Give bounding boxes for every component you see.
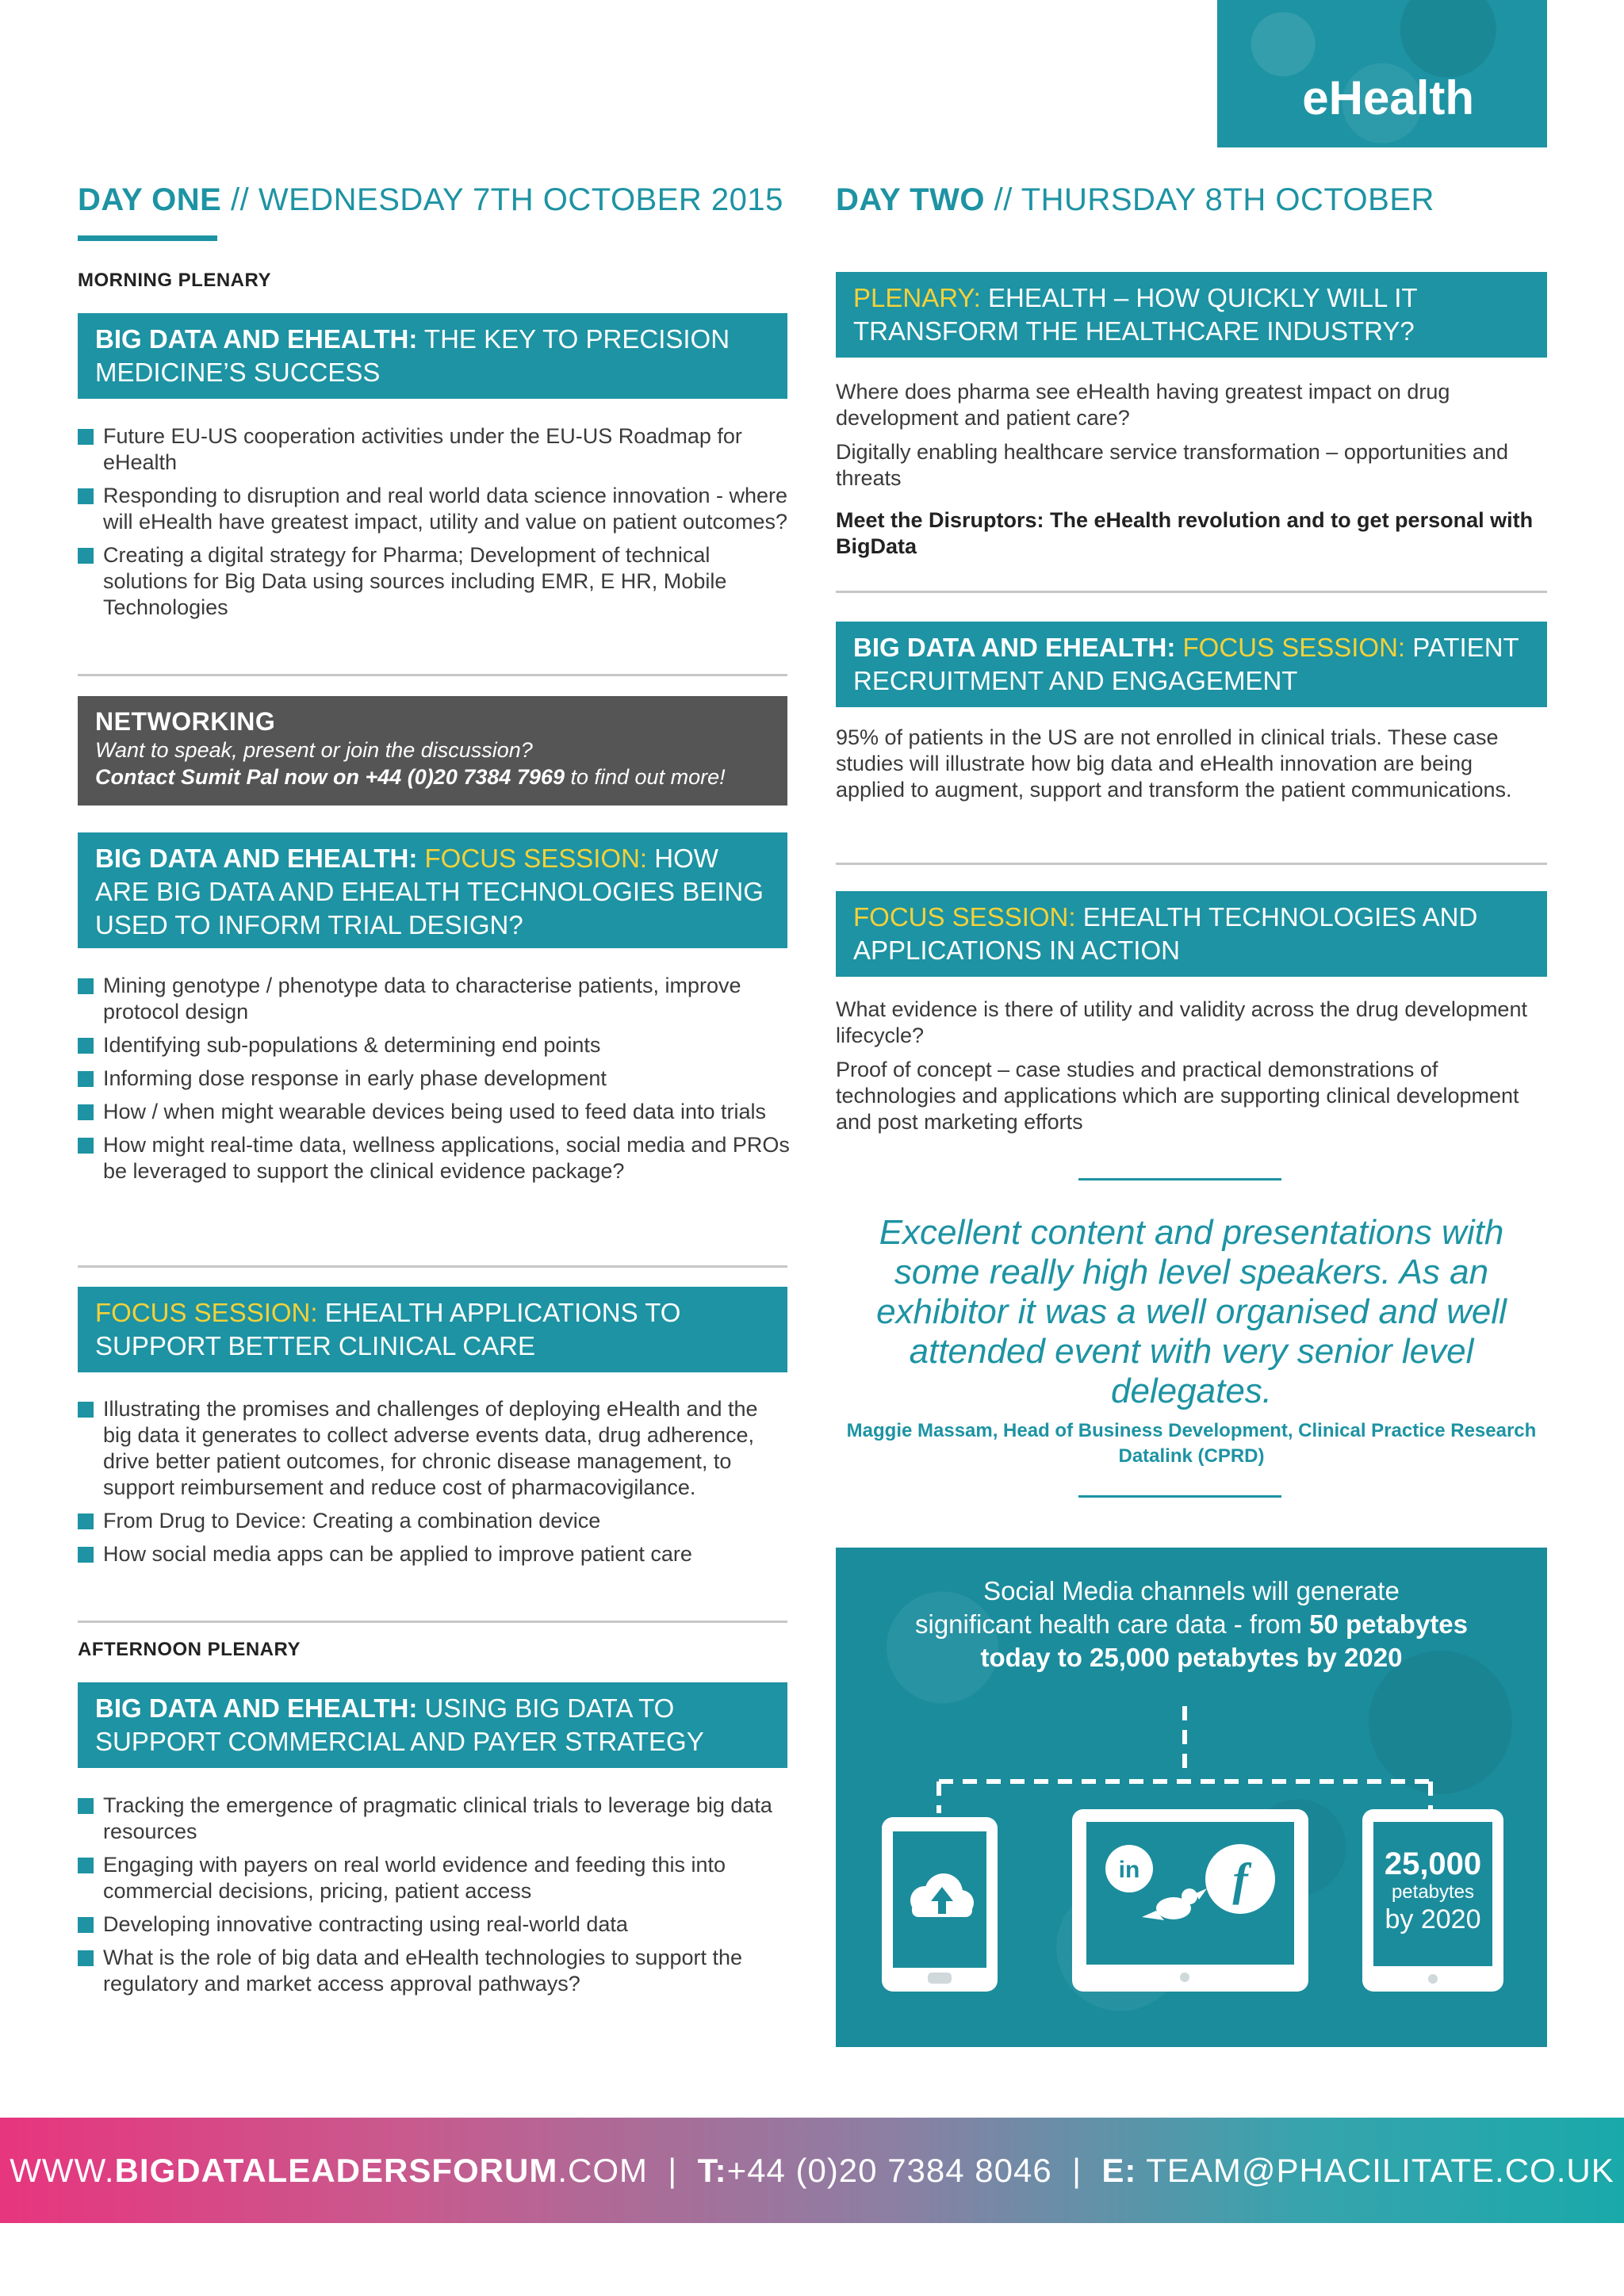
stat-line3-bold: today to 25,000 petabytes by 2020 <box>980 1643 1403 1672</box>
networking-line1: Want to speak, present or join the discussion? <box>95 738 533 762</box>
session-title: THE KEY TO PRECISION MEDICINE’S SUCCESS <box>95 324 730 387</box>
day-one-label: DAY ONE <box>78 182 222 217</box>
list-item: How might real-time data, wellness applications, social media and PROs be leveraged to support the clinical evidence package? <box>78 1132 791 1184</box>
session-title: EHEALTH – HOW QUICKLY WILL IT TRANSFORM THE HEALTHCARE INDUSTRY? <box>853 283 1417 346</box>
quote-rule-bottom <box>1078 1495 1281 1498</box>
ehealth-tech-description <box>836 997 1547 1143</box>
day-one-underline <box>78 235 217 241</box>
footer-email[interactable] <box>1101 2152 1614 2190</box>
paragraph: Proof of concept – case studies and practical demonstrations of technologies and applications which are supporting clinical development and post marketing efforts <box>836 1058 1519 1134</box>
list-item: Informing dose response in early phase development <box>78 1066 791 1092</box>
testimonial-quote: Excellent content and presentations with some really high level speakers. As an exhibitor it was a well organised and well attended event with very senior level delegates. <box>876 1213 1507 1410</box>
day-two-label: DAY TWO <box>836 182 985 217</box>
networking-contact: Contact Sumit Pal now on +44 (0)20 7384 7969 <box>95 765 565 789</box>
social-media-stat-panel <box>836 1548 1547 2047</box>
list-item: What is the role of big data and eHealth technologies to support the regulatory and market access approval pathways? <box>78 1945 791 1997</box>
footer-tel-label: T: <box>697 2151 727 2189</box>
networking-title: NETWORKING <box>95 707 276 736</box>
day-one-date: WEDNESDAY 7TH OCTOBER 2015 <box>258 182 783 217</box>
session-bold: BIG DATA AND EHEALTH: <box>95 844 418 873</box>
recruitment-description <box>836 725 1547 811</box>
stat-line2-bold: 50 petabytes <box>1309 1609 1469 1639</box>
session-box-ehealth-tech <box>836 891 1547 977</box>
devices-illustration <box>836 1548 1547 2047</box>
session-title: PATIENT RECRUITMENT AND ENGAGEMENT <box>853 633 1519 695</box>
day-two-date: THURSDAY 8TH OCTOBER <box>1021 182 1434 217</box>
footer-web-post: .COM <box>557 2151 648 2189</box>
footer-web-bold: BIGDATALEADERSFORUM <box>114 2151 558 2189</box>
session-focus: FOCUS SESSION: <box>853 902 1076 932</box>
paragraph: What evidence is there of utility and validity across the drug development lifecycle? <box>836 997 1527 1047</box>
session-title: HOW ARE BIG DATA AND EHEALTH TECHNOLOGIES BEING USED TO INFORM TRIAL DESIGN? <box>95 844 764 939</box>
ehealth-badge <box>1217 0 1547 147</box>
session-box-precision-medicine <box>78 313 787 399</box>
day-one-sep: // <box>221 182 259 217</box>
list-item: From Drug to Device: Creating a combination device <box>78 1508 791 1534</box>
morning-plenary-heading: MORNING PLENARY <box>78 270 271 291</box>
paragraph: Digitally enabling healthcare service transformation – opportunities and threats <box>836 440 1508 490</box>
list-item: How / when might wearable devices being used to feed data into trials <box>78 1099 791 1125</box>
facebook-icon <box>1205 1844 1275 1914</box>
list-item: Mining genotype / phenotype data to characterise patients, improve protocol design <box>78 973 791 1025</box>
divider <box>78 1265 787 1268</box>
paragraph-bold: Meet the Disruptors: The eHealth revolution and to get personal with BigData <box>836 508 1534 558</box>
stat-year: by 2020 <box>1385 1904 1481 1934</box>
paragraph: Where does pharma see eHealth having greatest impact on drug development and patient care? <box>836 380 1450 430</box>
svg-text:in: in <box>1118 1857 1140 1883</box>
list-item: Engaging with payers on real world evidence and feeding this into commercial decisions, pricing, patient access <box>78 1852 791 1904</box>
session-focus: FOCUS SESSION: <box>417 844 648 873</box>
divider <box>78 1621 787 1623</box>
bullet-list-trial-design <box>78 973 791 1192</box>
svg-text:f: f <box>1232 1854 1248 1905</box>
stat-big-number: 25,000 <box>1384 1846 1482 1881</box>
session-box-commercial-payer <box>78 1682 787 1768</box>
list-item: Responding to disruption and real world data science innovation - where will eHealth have greatest impact, utility and value on patient outcomes? <box>78 483 791 535</box>
divider <box>836 591 1547 593</box>
session-focus: FOCUS SESSION: <box>95 1298 318 1327</box>
networking-contact-rest: to find out more! <box>564 765 726 789</box>
list-item: Creating a digital strategy for Pharma; Development of technical solutions for Big Data using sources including EMR, E HR, Mobile Technologies <box>78 542 791 621</box>
session-focus: FOCUS SESSION: <box>1175 633 1406 662</box>
footer-email-label: E: <box>1101 2151 1137 2189</box>
footer-website[interactable] <box>10 2152 648 2190</box>
bullet-list-clinical-care <box>78 1396 791 1575</box>
badge-title: eHealth <box>1302 71 1474 124</box>
footer-divider: | <box>647 2151 698 2189</box>
footer-web-pre: WWW. <box>10 2151 115 2189</box>
list-item: Future EU-US cooperation activities under the EU-US Roadmap for eHealth <box>78 423 791 476</box>
session-title: EHEALTH TECHNOLOGIES AND APPLICATIONS IN ACTION <box>853 902 1478 965</box>
day-two-heading <box>836 182 1434 218</box>
session-bold: BIG DATA AND EHEALTH: <box>95 1693 418 1723</box>
footer-email-value: TEAM@PHACILITATE.CO.UK <box>1136 2151 1614 2189</box>
session-bold: BIG DATA AND EHEALTH: <box>853 633 1176 662</box>
list-item: Developing innovative contracting using real-world data <box>78 1911 791 1938</box>
paragraph: 95% of patients in the US are not enrolled in clinical trials. These case studies will illustrate how big data and eHealth innovation are being applied to augment, support and transform the patient communications. <box>836 725 1512 802</box>
session-box-plenary-ehealth <box>836 272 1547 358</box>
stat-line2-pre: significant health care data - from <box>914 1609 1310 1639</box>
stat-line1: Social Media channels will generate <box>983 1576 1400 1605</box>
day-two-sep: // <box>984 182 1021 217</box>
testimonial-attribution: Maggie Massam, Head of Business Development, Clinical Practice Research Datalink (CPRD) <box>846 1420 1537 1467</box>
plenary-description <box>836 379 1547 568</box>
footer-divider: | <box>1051 2151 1102 2189</box>
session-box-patient-recruitment <box>836 622 1547 707</box>
footer-phone[interactable] <box>698 2152 1052 2190</box>
footer-bar <box>0 2118 1624 2223</box>
divider <box>836 863 1547 865</box>
session-focus: PLENARY: <box>853 283 981 312</box>
day-one-heading <box>78 182 783 218</box>
list-item: Tracking the emergence of pragmatic clinical trials to leverage big data resources <box>78 1793 791 1845</box>
footer-tel: +44 (0)20 7384 8046 <box>726 2151 1052 2189</box>
bullet-list-precision <box>78 423 791 628</box>
networking-line2 <box>95 763 770 790</box>
bullet-list-commercial <box>78 1793 791 2004</box>
session-box-clinical-care <box>78 1287 787 1372</box>
session-title: EHEALTH APPLICATIONS TO SUPPORT BETTER CLINICAL CARE <box>95 1298 681 1360</box>
list-item: Identifying sub-populations & determining end points <box>78 1032 791 1058</box>
stat-unit: petabytes <box>1391 1881 1475 1903</box>
session-title: USING BIG DATA TO SUPPORT COMMERCIAL AND PAYER STRATEGY <box>95 1693 704 1756</box>
afternoon-plenary-heading: AFTERNOON PLENARY <box>78 1639 301 1660</box>
session-bold: BIG DATA AND EHEALTH: <box>95 324 418 354</box>
quote-rule-top <box>1078 1178 1281 1181</box>
list-item: How social media apps can be applied to improve patient care <box>78 1541 791 1567</box>
tablet-device <box>1362 1809 1503 1992</box>
divider <box>78 674 787 676</box>
networking-box <box>78 696 787 806</box>
dashed-connectors <box>939 1706 1431 1813</box>
session-box-trial-design <box>78 832 787 948</box>
linkedin-icon <box>1105 1845 1153 1892</box>
list-item: Illustrating the promises and challenges of deploying eHealth and the big data it generates to collect adverse events data, drug adherence, drive better patient outcomes, for chronic disease management, to support reimbursement and reduce cost of pharmacovigilance. <box>78 1396 791 1501</box>
